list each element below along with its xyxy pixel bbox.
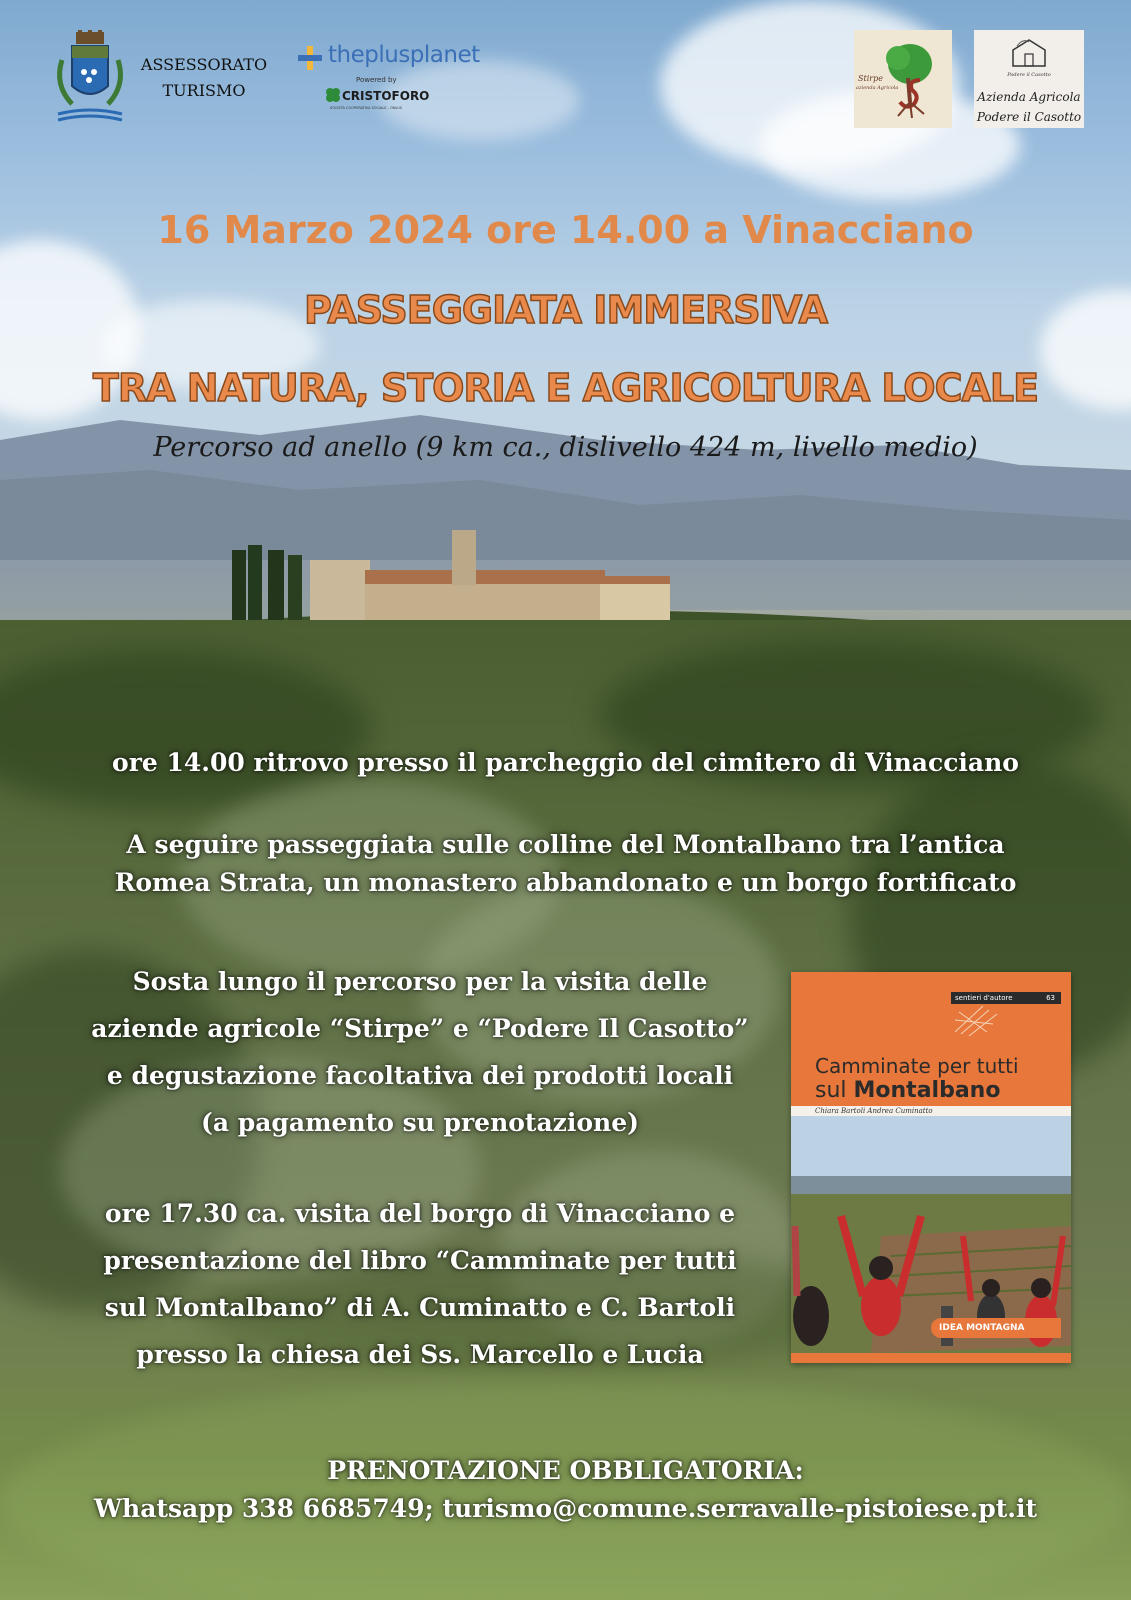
stop-line1: Sosta lungo il percorso per la visita delle bbox=[132, 967, 708, 996]
event-title-line2: TRA NATURA, STORIA E AGRICOLTURA LOCALE bbox=[92, 366, 1039, 410]
book-authors: Chiara Bartoli Andrea Cuminatto bbox=[815, 1107, 933, 1115]
book-series: sentieri d'autore bbox=[955, 994, 1013, 1002]
stop-description bbox=[60, 958, 780, 1146]
stirpe-sub: azienda Agricola bbox=[856, 85, 899, 91]
stop-line4: (a pagamento su prenotazione) bbox=[201, 1108, 639, 1137]
assessorato-line2: TURISMO bbox=[162, 81, 246, 100]
casotto-logo bbox=[974, 30, 1084, 128]
book-title-bold: Montalbano bbox=[853, 1078, 1001, 1103]
meeting-info: ore 14.00 ritrovo presso il parcheggio del cimitero di Vinacciano bbox=[112, 748, 1019, 777]
casotto-top: Podere il Casotto bbox=[1007, 72, 1051, 78]
plusplanet-name: theplusplanet bbox=[328, 42, 480, 68]
house-sketch-icon bbox=[1009, 36, 1049, 70]
book-title-line1: Camminate per tutti bbox=[815, 1054, 1019, 1078]
stirpe-logo bbox=[854, 30, 952, 128]
casotto-line2: Podere il Casotto bbox=[976, 110, 1082, 124]
event-title-line1: PASSEGGIATA IMMERSIVA bbox=[303, 288, 828, 332]
assessorato-label bbox=[136, 52, 272, 104]
plusplanet-powered: Powered by bbox=[356, 76, 397, 84]
booking-contact: Whatsapp 338 6685749; turismo@comune.serravalle-pistoiese.pt.it bbox=[93, 1494, 1038, 1523]
booking-label: PRENOTAZIONE OBBLIGATORIA: bbox=[327, 1456, 804, 1485]
stop-line3: e degustazione facoltativa dei prodotti locali bbox=[106, 1061, 734, 1090]
book-title-line2 bbox=[815, 1078, 1000, 1103]
book-number: 63 bbox=[1046, 994, 1055, 1002]
plus-icon bbox=[296, 44, 326, 74]
walk-line2: Romea Strata, un monastero abbandonato e un borgo fortificato bbox=[114, 868, 1017, 897]
book-publisher: IDEA MONTAGNA bbox=[939, 1323, 1025, 1333]
visit-line1: ore 17.30 ca. visita del borgo di Vinacciano e bbox=[104, 1199, 736, 1228]
book-cover bbox=[791, 972, 1071, 1363]
visit-line3: sul Montalbano” di A. Cuminatto e C. Bartoli bbox=[104, 1293, 736, 1322]
visit-description bbox=[60, 1190, 780, 1378]
book-title-prefix: sul bbox=[815, 1078, 854, 1103]
contour-icon bbox=[953, 1002, 1003, 1038]
walk-description bbox=[0, 826, 1131, 902]
assessorato-line1: ASSESSORATO bbox=[140, 55, 268, 74]
casotto-line1: Azienda Agricola bbox=[977, 90, 1081, 104]
route-info: Percorso ad anello (9 km ca., dislivello 424 m, livello medio) bbox=[153, 432, 978, 463]
clover-icon bbox=[324, 86, 342, 104]
comune-coat-of-arms bbox=[48, 30, 132, 124]
plusplanet-logo bbox=[296, 40, 480, 120]
visit-line4: presso la chiesa dei Ss. Marcello e Lucia bbox=[136, 1340, 704, 1369]
stirpe-name: Stirpe bbox=[858, 74, 883, 83]
stop-line2: aziende agricole “Stirpe” e “Podere Il Casotto” bbox=[91, 1014, 749, 1043]
event-date: 16 Marzo 2024 ore 14.00 a Vinacciano bbox=[157, 208, 974, 252]
cristoforo-sub: SOCIETÀ COOPERATIVA SOCIALE - ONLUS bbox=[330, 106, 403, 110]
book-publisher-badge bbox=[931, 1318, 1061, 1338]
walk-line1: A seguire passeggiata sulle colline del Montalbano tra l’antica bbox=[126, 830, 1005, 859]
cristoforo-name: CRISTOFORO bbox=[342, 89, 430, 103]
coat-of-arms-icon bbox=[48, 30, 132, 124]
visit-line2: presentazione del libro “Camminate per tutti bbox=[103, 1246, 737, 1275]
